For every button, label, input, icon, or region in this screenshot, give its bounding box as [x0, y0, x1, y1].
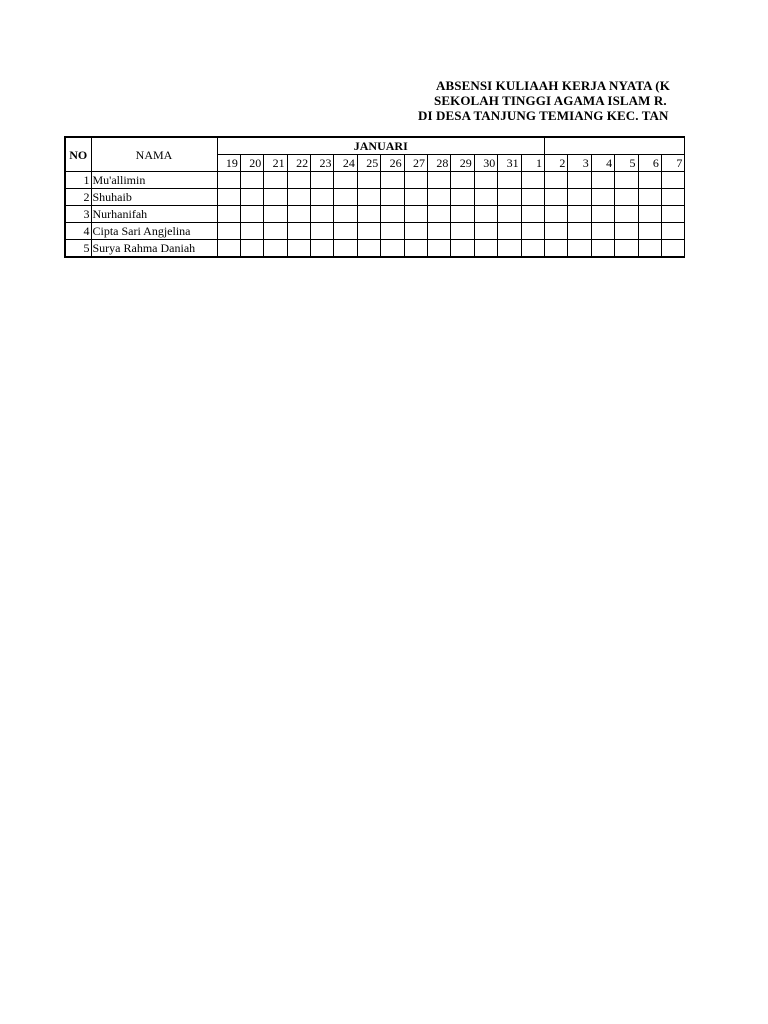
attendance-cell[interactable] — [217, 172, 240, 189]
attendance-cell[interactable] — [591, 172, 614, 189]
attendance-cell[interactable] — [498, 223, 521, 240]
attendance-cell[interactable] — [451, 172, 474, 189]
attendance-cell[interactable] — [287, 240, 310, 258]
attendance-cell[interactable] — [661, 189, 684, 206]
title-line-1: ABSENSI KULIAAH KERJA NYATA (K — [436, 78, 670, 93]
student-name: Shuhaib — [91, 189, 217, 206]
day-header: 6 — [638, 155, 661, 172]
day-header: 5 — [615, 155, 638, 172]
attendance-cell[interactable] — [661, 206, 684, 223]
day-header: 30 — [474, 155, 497, 172]
attendance-cell[interactable] — [404, 206, 427, 223]
header-nama: NAMA — [91, 137, 217, 172]
attendance-cell[interactable] — [357, 223, 380, 240]
day-header: 31 — [498, 155, 521, 172]
title-line-2: SEKOLAH TINGGI AGAMA ISLAM R. — [434, 93, 667, 108]
attendance-cell[interactable] — [615, 189, 638, 206]
attendance-cell[interactable] — [428, 240, 451, 258]
table-row — [65, 189, 685, 206]
attendance-cell[interactable] — [638, 223, 661, 240]
attendance-cell[interactable] — [334, 206, 357, 223]
attendance-cell[interactable] — [521, 240, 544, 258]
attendance-cell[interactable] — [264, 206, 287, 223]
attendance-cell[interactable] — [264, 172, 287, 189]
attendance-cell[interactable] — [381, 172, 404, 189]
attendance-cell[interactable] — [264, 223, 287, 240]
attendance-cell[interactable] — [428, 172, 451, 189]
day-header: 4 — [591, 155, 614, 172]
attendance-cell[interactable] — [311, 189, 334, 206]
attendance-cell[interactable] — [287, 189, 310, 206]
day-header: 27 — [404, 155, 427, 172]
attendance-cell[interactable] — [217, 240, 240, 258]
attendance-cell[interactable] — [568, 206, 591, 223]
attendance-cell[interactable] — [638, 172, 661, 189]
attendance-cell[interactable] — [638, 240, 661, 258]
attendance-cell[interactable] — [451, 189, 474, 206]
attendance-cell[interactable] — [591, 240, 614, 258]
attendance-cell[interactable] — [334, 223, 357, 240]
student-name: Surya Rahma Daniah — [91, 240, 217, 258]
attendance-cell[interactable] — [451, 223, 474, 240]
day-header: 26 — [381, 155, 404, 172]
day-header: 29 — [451, 155, 474, 172]
header-month-januari: JANUARI — [217, 137, 544, 155]
day-header: 2 — [544, 155, 567, 172]
attendance-cell[interactable] — [521, 223, 544, 240]
attendance-cell[interactable] — [474, 189, 497, 206]
attendance-cell[interactable] — [287, 206, 310, 223]
attendance-cell[interactable] — [334, 240, 357, 258]
table-row — [65, 206, 685, 223]
attendance-cell[interactable] — [240, 189, 263, 206]
header-no: NO — [65, 137, 91, 172]
table-row — [65, 172, 685, 189]
student-name: Cipta Sari Angjelina — [91, 223, 217, 240]
attendance-cell[interactable] — [544, 189, 567, 206]
title-line-3: DI DESA TANJUNG TEMIANG KEC. TAN — [418, 108, 669, 123]
attendance-cell[interactable] — [404, 240, 427, 258]
attendance-cell[interactable] — [334, 172, 357, 189]
attendance-cell[interactable] — [381, 223, 404, 240]
row-number: 4 — [65, 223, 91, 240]
attendance-cell[interactable] — [498, 240, 521, 258]
attendance-table — [64, 136, 685, 258]
day-header: 19 — [217, 155, 240, 172]
attendance-cell[interactable] — [428, 223, 451, 240]
attendance-cell[interactable] — [591, 206, 614, 223]
table-row — [65, 223, 685, 240]
row-number: 2 — [65, 189, 91, 206]
attendance-cell[interactable] — [638, 206, 661, 223]
attendance-cell[interactable] — [544, 223, 567, 240]
attendance-cell[interactable] — [381, 189, 404, 206]
attendance-cell[interactable] — [357, 206, 380, 223]
attendance-cell[interactable] — [544, 206, 567, 223]
attendance-cell[interactable] — [591, 189, 614, 206]
attendance-cell[interactable] — [334, 189, 357, 206]
attendance-cell[interactable] — [264, 189, 287, 206]
attendance-cell[interactable] — [521, 206, 544, 223]
student-name: Mu'allimin — [91, 172, 217, 189]
attendance-cell[interactable] — [404, 223, 427, 240]
attendance-cell[interactable] — [428, 189, 451, 206]
attendance-cell[interactable] — [404, 189, 427, 206]
table-row — [65, 240, 685, 258]
day-header: 1 — [521, 155, 544, 172]
attendance-cell[interactable] — [638, 189, 661, 206]
attendance-cell[interactable] — [661, 223, 684, 240]
attendance-cell[interactable] — [498, 206, 521, 223]
attendance-cell[interactable] — [615, 240, 638, 258]
attendance-cell[interactable] — [264, 240, 287, 258]
day-header: 20 — [240, 155, 263, 172]
row-number: 1 — [65, 172, 91, 189]
attendance-cell[interactable] — [474, 172, 497, 189]
student-name: Nurhanifah — [91, 206, 217, 223]
row-number: 3 — [65, 206, 91, 223]
attendance-cell[interactable] — [240, 206, 263, 223]
attendance-cell[interactable] — [287, 223, 310, 240]
attendance-cell[interactable] — [217, 189, 240, 206]
day-header: 24 — [334, 155, 357, 172]
attendance-cell[interactable] — [498, 189, 521, 206]
attendance-cell[interactable] — [568, 240, 591, 258]
attendance-cell[interactable] — [474, 223, 497, 240]
attendance-cell[interactable] — [451, 240, 474, 258]
attendance-cell[interactable] — [568, 223, 591, 240]
day-header: 7 — [661, 155, 684, 172]
attendance-cell[interactable] — [474, 206, 497, 223]
day-header: 3 — [568, 155, 591, 172]
attendance-cell[interactable] — [521, 189, 544, 206]
day-header: 28 — [428, 155, 451, 172]
attendance-cell[interactable] — [311, 240, 334, 258]
attendance-cell[interactable] — [521, 172, 544, 189]
row-number: 5 — [65, 240, 91, 258]
attendance-cell[interactable] — [615, 223, 638, 240]
attendance-cell[interactable] — [357, 172, 380, 189]
attendance-cell[interactable] — [240, 223, 263, 240]
attendance-cell[interactable] — [615, 172, 638, 189]
attendance-cell[interactable] — [661, 240, 684, 258]
day-header: 21 — [264, 155, 287, 172]
attendance-cell[interactable] — [498, 172, 521, 189]
day-header: 22 — [287, 155, 310, 172]
attendance-cell[interactable] — [217, 206, 240, 223]
attendance-cell[interactable] — [451, 206, 474, 223]
attendance-cell[interactable] — [240, 240, 263, 258]
attendance-cell[interactable] — [287, 172, 310, 189]
attendance-cell[interactable] — [615, 206, 638, 223]
attendance-cell[interactable] — [357, 240, 380, 258]
day-header: 23 — [311, 155, 334, 172]
attendance-cell[interactable] — [311, 223, 334, 240]
header-month-next — [544, 137, 684, 155]
attendance-cell[interactable] — [381, 206, 404, 223]
attendance-cell[interactable] — [544, 172, 567, 189]
attendance-cell[interactable] — [568, 189, 591, 206]
attendance-cell[interactable] — [474, 240, 497, 258]
attendance-cell[interactable] — [381, 240, 404, 258]
attendance-cell[interactable] — [661, 172, 684, 189]
attendance-cell[interactable] — [240, 172, 263, 189]
attendance-cell[interactable] — [357, 189, 380, 206]
attendance-cell[interactable] — [404, 172, 427, 189]
attendance-cell[interactable] — [544, 240, 567, 258]
attendance-cell[interactable] — [591, 223, 614, 240]
day-header: 25 — [357, 155, 380, 172]
attendance-cell[interactable] — [217, 223, 240, 240]
attendance-cell[interactable] — [568, 172, 591, 189]
attendance-cell[interactable] — [311, 206, 334, 223]
attendance-cell[interactable] — [428, 206, 451, 223]
attendance-cell[interactable] — [311, 172, 334, 189]
